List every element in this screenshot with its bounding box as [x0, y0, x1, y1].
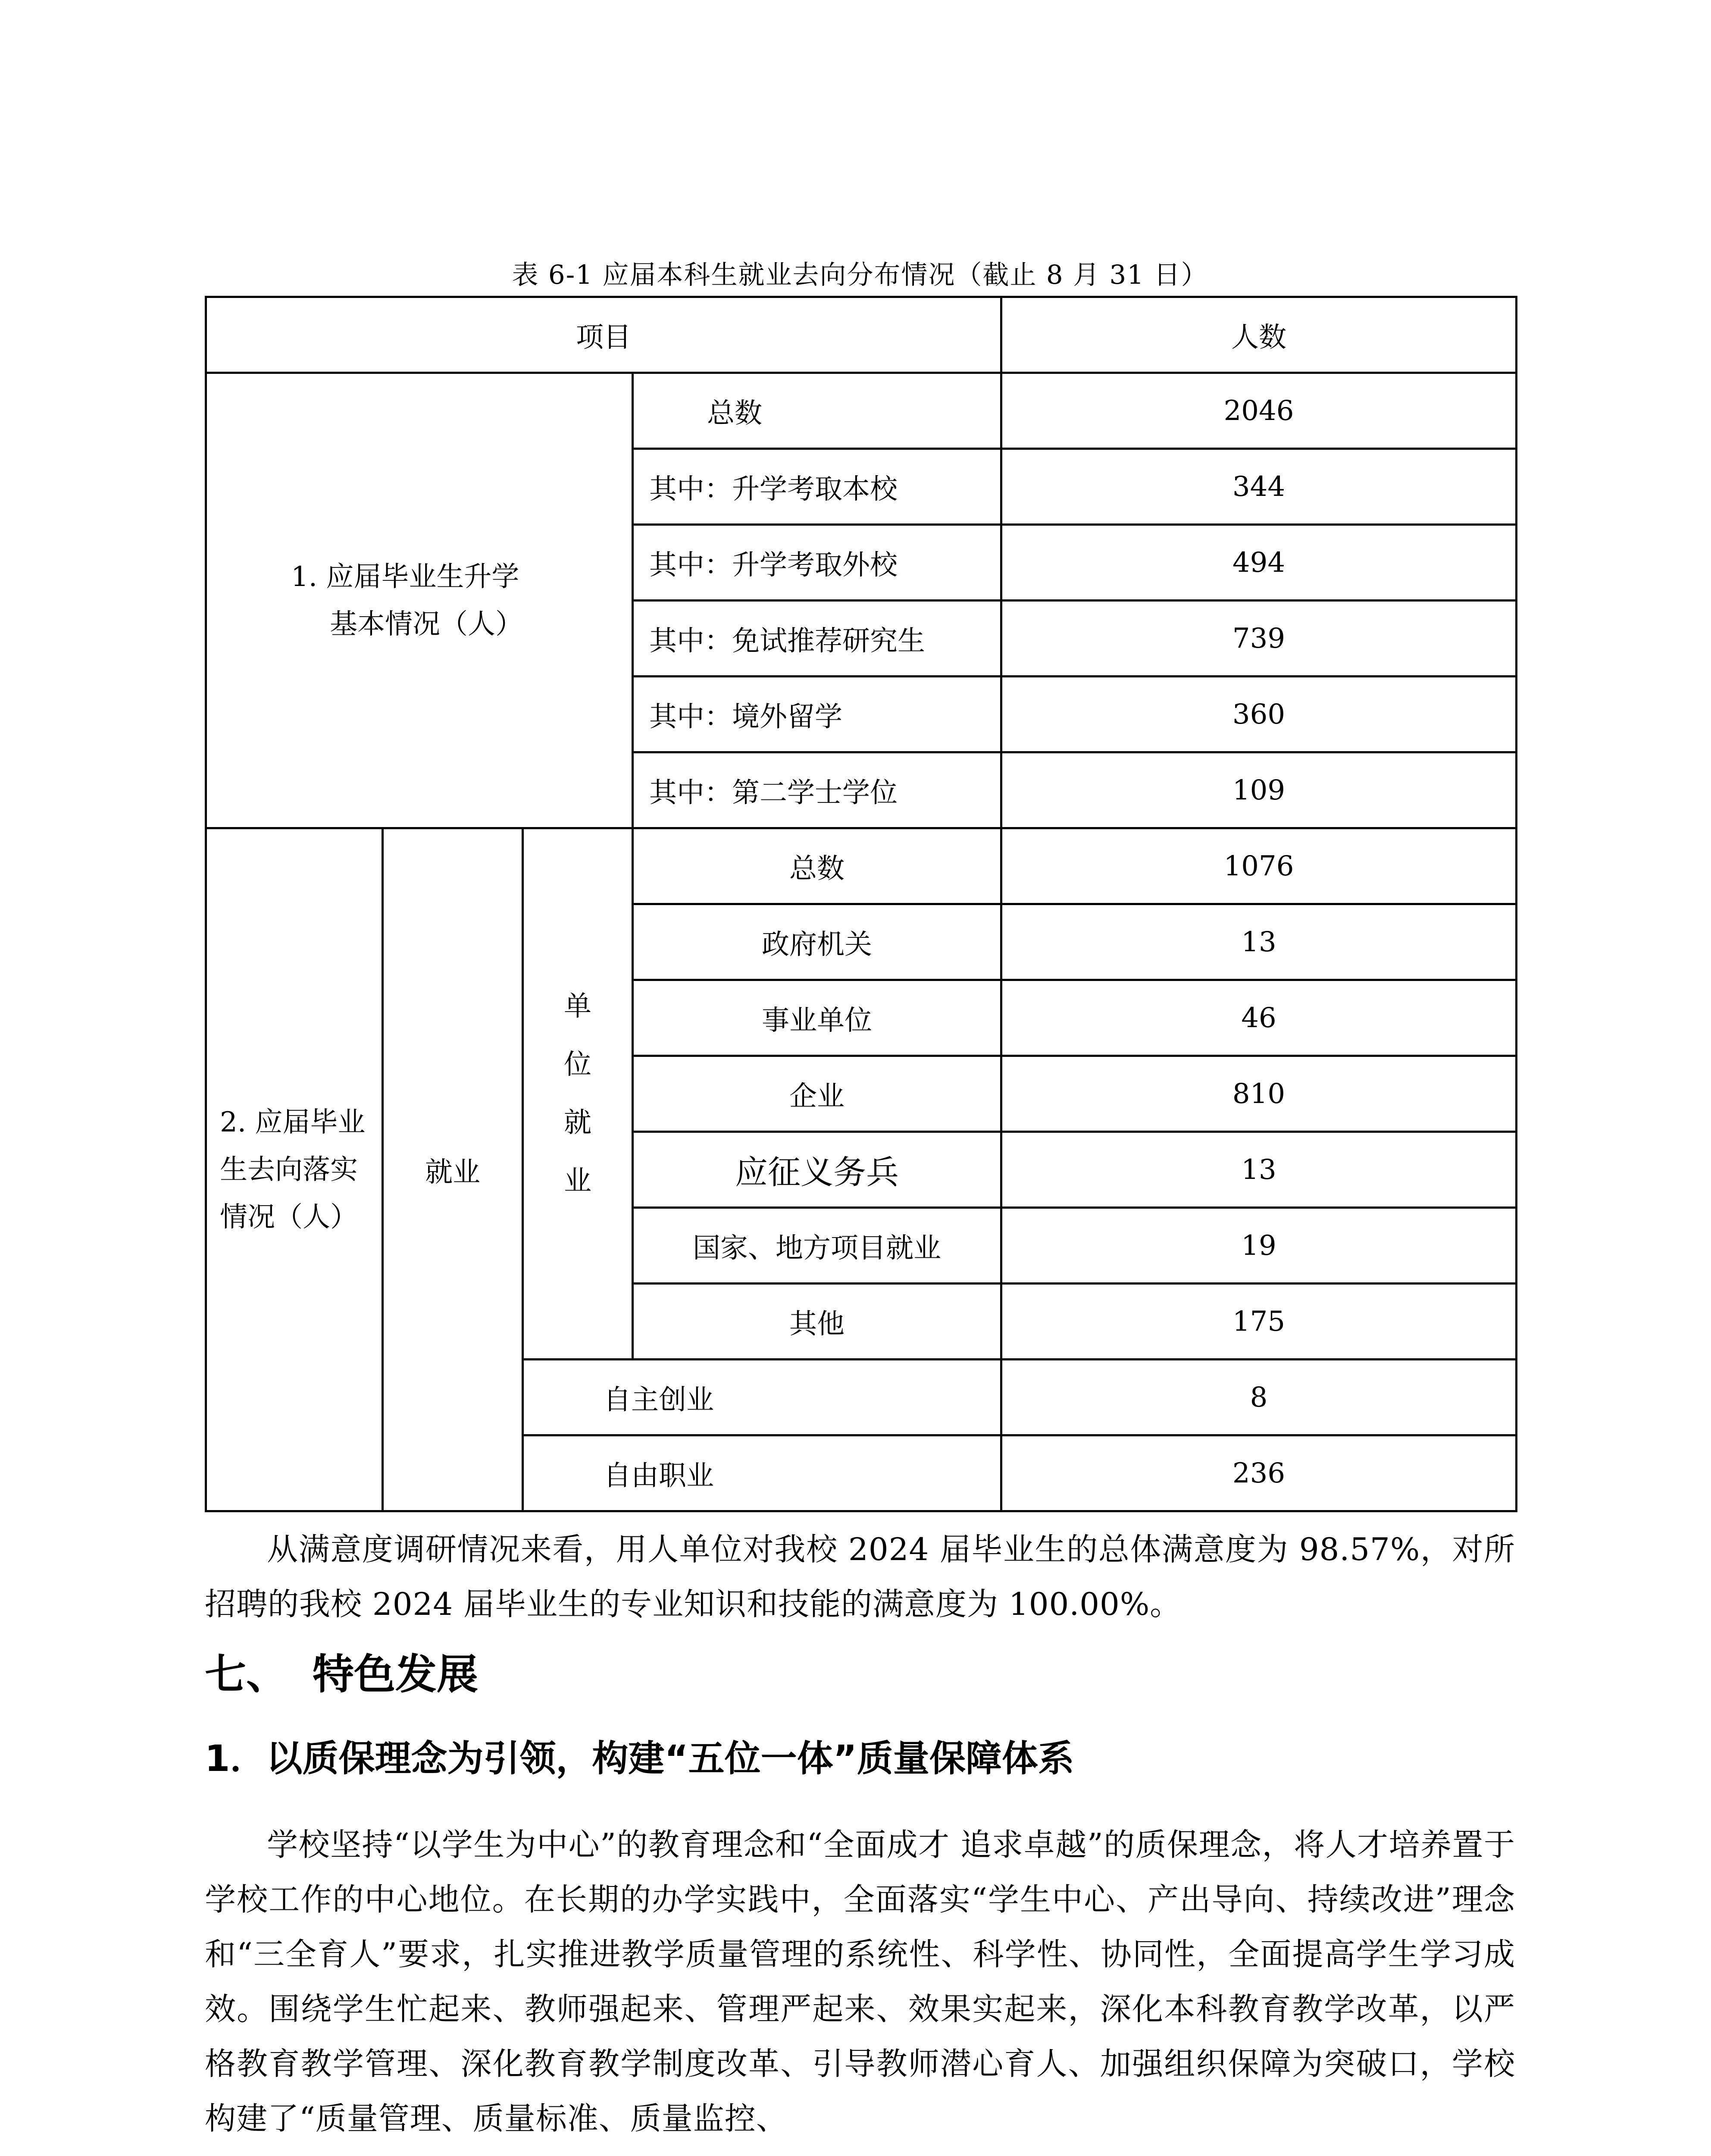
- row-label: 其他: [633, 1284, 1001, 1360]
- row-label: 自主创业: [523, 1360, 1001, 1435]
- row-value: 13: [1001, 904, 1517, 980]
- unit-employment-label: 单位就业: [523, 828, 633, 1360]
- row-label: 总数: [633, 828, 1001, 904]
- table-row: [206, 828, 1517, 904]
- section1-label: 1. 应届毕业生升学 基本情况（人）: [206, 373, 633, 828]
- row-label: 事业单位: [633, 980, 1001, 1056]
- table-header-row: [206, 297, 1517, 373]
- employment-label: 就业: [383, 828, 523, 1511]
- row-label: 其中：免试推荐研究生: [633, 601, 1001, 677]
- row-value: 344: [1001, 449, 1517, 525]
- row-value: 360: [1001, 677, 1517, 752]
- section2-label: 2. 应届毕业生去向落实情况（人）: [206, 828, 383, 1511]
- body-paragraph: 学校坚持“以学生为中心”的教育理念和“全面成才 追求卓越”的质保理念，将人才培养置于学校工作的中心地位。在长期的办学实践中，全面落实“学生中心、产出导向、持续改进”理念和“三全育人”要求，扎实推进教学质量管理的系统性、科学性、协同性，全面提高学生学习成效。围绕学生忙起来、教师强起来、管理严起来、效果实起来，深化本科教育教学改革，以严格教育教学管理、深化教育教学制度改革、引导教师潜心育人、加强组织保障为突破口，学校构建了“质量管理、质量标准、质量监控、: [205, 1827, 1515, 2137]
- row-value: 810: [1001, 1056, 1517, 1132]
- row-value: 236: [1001, 1435, 1517, 1511]
- row-label: 其中：境外留学: [633, 677, 1001, 752]
- row-value: 109: [1001, 752, 1517, 828]
- row-value: 1076: [1001, 828, 1517, 904]
- table-caption: 表 6-1 应届本科生就业去向分布情况（截止 8 月 31 日）: [512, 260, 1208, 290]
- row-label: 企业: [633, 1056, 1001, 1132]
- section-title: 特色发展: [313, 1650, 478, 1698]
- row-value: 2046: [1001, 373, 1517, 449]
- row-value: 739: [1001, 601, 1517, 677]
- row-label: 应征义务兵: [633, 1132, 1001, 1208]
- satisfaction-paragraph: 从满意度调研情况来看，用人单位对我校 2024 届毕业生的总体满意度为 98.57%，对所招聘的我校 2024 届毕业生的专业知识和技能的满意度为 100.00%。: [205, 1531, 1515, 1622]
- row-value: 494: [1001, 525, 1517, 601]
- row-label: 其中：升学考取外校: [633, 525, 1001, 601]
- row-label: 总数: [633, 373, 1001, 449]
- row-value: 19: [1001, 1208, 1517, 1284]
- row-value: 46: [1001, 980, 1517, 1056]
- section-number: 七、: [205, 1650, 288, 1698]
- header-item: 项目: [206, 297, 1001, 373]
- header-count: 人数: [1001, 297, 1517, 373]
- employment-table: [205, 296, 1517, 1512]
- row-label: 政府机关: [633, 904, 1001, 980]
- row-value: 13: [1001, 1132, 1517, 1208]
- section-heading: [205, 1646, 478, 1702]
- row-label: 其中：升学考取本校: [633, 449, 1001, 525]
- subsection-heading: 1．以质保理念为引领，构建“五位一体”质量保障体系: [205, 1737, 1074, 1780]
- row-label: 自由职业: [523, 1435, 1001, 1511]
- row-value: 175: [1001, 1284, 1517, 1360]
- row-value: 8: [1001, 1360, 1517, 1435]
- row-label: 国家、地方项目就业: [633, 1208, 1001, 1284]
- row-label: 其中：第二学士学位: [633, 752, 1001, 828]
- table-row: [206, 373, 1517, 449]
